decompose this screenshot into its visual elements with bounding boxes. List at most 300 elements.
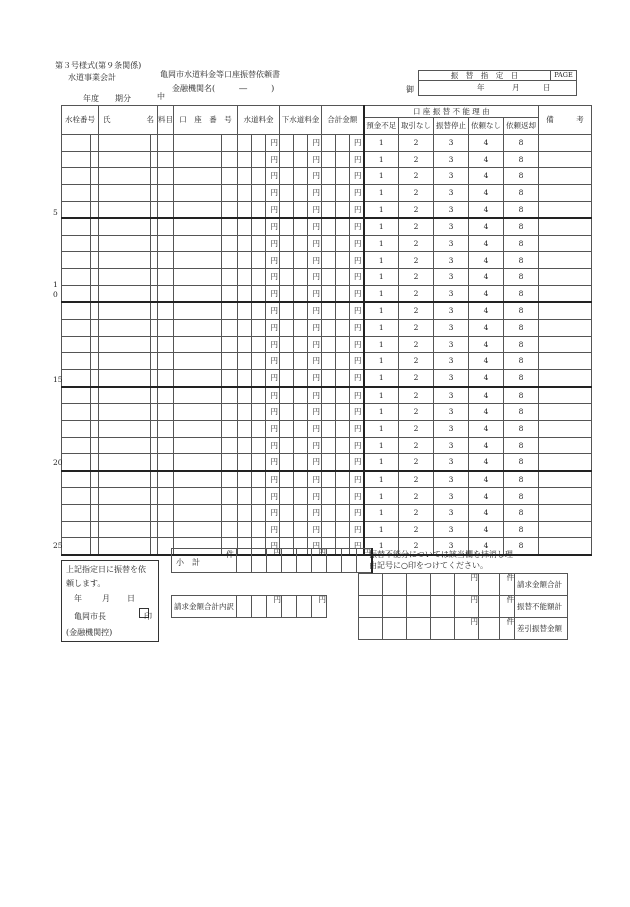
name-cell[interactable] <box>99 437 151 454</box>
reason-code-3[interactable]: 3 <box>434 135 469 152</box>
reason-code-2[interactable]: 2 <box>399 252 434 269</box>
account-check-cell[interactable] <box>222 302 238 319</box>
account-no-cell[interactable] <box>174 404 222 421</box>
reason-code-3[interactable]: 3 <box>434 151 469 168</box>
name-sub-cell[interactable] <box>151 201 158 218</box>
name-sub-cell[interactable] <box>151 320 158 337</box>
reason-code-3[interactable]: 3 <box>434 184 469 201</box>
reason-code-5[interactable]: 8 <box>504 404 539 421</box>
reason-code-2[interactable]: 2 <box>399 505 434 522</box>
summary-amount-cell[interactable] <box>407 596 431 618</box>
meter-no-cell[interactable] <box>62 285 91 302</box>
sewer-fee-cell[interactable] <box>294 252 308 269</box>
subject-cell[interactable] <box>158 488 174 505</box>
reason-code-4[interactable]: 4 <box>469 285 504 302</box>
subject-cell[interactable] <box>158 235 174 252</box>
sewer-fee-cell[interactable] <box>294 168 308 185</box>
account-no-cell[interactable] <box>174 168 222 185</box>
total-cell[interactable] <box>322 184 336 201</box>
total-cell[interactable] <box>336 353 350 370</box>
reason-code-5[interactable]: 8 <box>504 235 539 252</box>
water-fee-cell[interactable] <box>252 135 266 152</box>
reason-code-1[interactable]: 1 <box>364 235 399 252</box>
meter-no-check-cell[interactable] <box>91 420 99 437</box>
water-fee-cell[interactable] <box>252 184 266 201</box>
reason-code-1[interactable]: 1 <box>364 269 399 286</box>
name-cell[interactable] <box>99 471 151 488</box>
reason-code-3[interactable]: 3 <box>434 353 469 370</box>
meter-no-cell[interactable] <box>62 353 91 370</box>
subject-cell[interactable] <box>158 302 174 319</box>
name-sub-cell[interactable] <box>151 168 158 185</box>
summary-count-cell[interactable] <box>479 618 500 640</box>
meter-no-check-cell[interactable] <box>91 538 99 555</box>
total-cell[interactable] <box>336 269 350 286</box>
sewer-fee-cell[interactable] <box>280 404 294 421</box>
total-cell[interactable] <box>322 218 336 235</box>
sewer-fee-cell[interactable] <box>280 505 294 522</box>
water-fee-cell[interactable] <box>238 320 252 337</box>
total-cell[interactable] <box>336 151 350 168</box>
account-no-cell[interactable] <box>174 387 222 404</box>
total-cell[interactable] <box>336 454 350 471</box>
reason-code-2[interactable]: 2 <box>399 404 434 421</box>
reason-code-2[interactable]: 2 <box>399 353 434 370</box>
reason-code-3[interactable]: 3 <box>434 488 469 505</box>
sewer-fee-cell[interactable] <box>294 218 308 235</box>
meter-no-cell[interactable] <box>62 369 91 386</box>
subject-cell[interactable] <box>158 521 174 538</box>
reason-code-3[interactable]: 3 <box>434 336 469 353</box>
account-check-cell[interactable] <box>222 420 238 437</box>
reason-code-3[interactable]: 3 <box>434 201 469 218</box>
remarks-cell[interactable] <box>539 201 592 218</box>
name-sub-cell[interactable] <box>151 151 158 168</box>
reason-code-4[interactable]: 4 <box>469 168 504 185</box>
account-no-cell[interactable] <box>174 437 222 454</box>
total-cell[interactable] <box>336 404 350 421</box>
meter-no-check-cell[interactable] <box>91 320 99 337</box>
meter-no-cell[interactable] <box>62 151 91 168</box>
reason-code-3[interactable]: 3 <box>434 521 469 538</box>
water-fee-cell[interactable] <box>238 252 252 269</box>
meter-no-check-cell[interactable] <box>91 353 99 370</box>
reason-code-3[interactable]: 3 <box>434 252 469 269</box>
water-fee-cell[interactable] <box>238 387 252 404</box>
account-check-cell[interactable] <box>222 151 238 168</box>
account-check-cell[interactable] <box>222 471 238 488</box>
remarks-cell[interactable] <box>539 420 592 437</box>
name-sub-cell[interactable] <box>151 285 158 302</box>
water-fee-cell[interactable] <box>238 505 252 522</box>
total-cell[interactable] <box>336 521 350 538</box>
remarks-cell[interactable] <box>539 302 592 319</box>
summary-amount-cell[interactable] <box>383 596 407 618</box>
water-fee-cell[interactable] <box>238 336 252 353</box>
reason-code-4[interactable]: 4 <box>469 269 504 286</box>
reason-code-3[interactable]: 3 <box>434 302 469 319</box>
total-cell[interactable] <box>336 369 350 386</box>
summary-amount-cell[interactable] <box>431 574 455 596</box>
water-fee-cell[interactable] <box>238 269 252 286</box>
summary-amount-cell[interactable] <box>407 574 431 596</box>
remarks-cell[interactable] <box>539 168 592 185</box>
sewer-fee-cell[interactable] <box>280 285 294 302</box>
reason-code-2[interactable]: 2 <box>399 135 434 152</box>
account-no-cell[interactable] <box>174 336 222 353</box>
name-cell[interactable] <box>99 404 151 421</box>
reason-code-2[interactable]: 2 <box>399 184 434 201</box>
water-fee-cell[interactable] <box>238 135 252 152</box>
total-cell[interactable] <box>336 135 350 152</box>
account-check-cell[interactable] <box>222 269 238 286</box>
total-cell[interactable] <box>322 235 336 252</box>
reason-code-2[interactable]: 2 <box>399 437 434 454</box>
total-cell[interactable] <box>336 420 350 437</box>
water-fee-cell[interactable] <box>238 184 252 201</box>
reason-code-4[interactable]: 4 <box>469 336 504 353</box>
name-sub-cell[interactable] <box>151 521 158 538</box>
account-check-cell[interactable] <box>222 336 238 353</box>
subject-cell[interactable] <box>158 252 174 269</box>
sewer-fee-cell[interactable] <box>280 471 294 488</box>
total-cell[interactable] <box>336 302 350 319</box>
sewer-fee-cell[interactable] <box>280 387 294 404</box>
reason-code-3[interactable]: 3 <box>434 369 469 386</box>
name-cell[interactable] <box>99 235 151 252</box>
account-check-cell[interactable] <box>222 488 238 505</box>
subject-cell[interactable] <box>158 387 174 404</box>
reason-code-1[interactable]: 1 <box>364 285 399 302</box>
sewer-fee-cell[interactable] <box>294 505 308 522</box>
water-fee-cell[interactable] <box>252 437 266 454</box>
subject-cell[interactable] <box>158 437 174 454</box>
account-check-cell[interactable] <box>222 252 238 269</box>
remarks-cell[interactable] <box>539 151 592 168</box>
subject-cell[interactable] <box>158 269 174 286</box>
reason-code-3[interactable]: 3 <box>434 454 469 471</box>
meter-no-cell[interactable] <box>62 387 91 404</box>
remarks-cell[interactable] <box>539 505 592 522</box>
name-sub-cell[interactable] <box>151 252 158 269</box>
remarks-cell[interactable] <box>539 454 592 471</box>
reason-code-1[interactable]: 1 <box>364 135 399 152</box>
reason-code-2[interactable]: 2 <box>399 285 434 302</box>
total-cell[interactable] <box>336 168 350 185</box>
name-cell[interactable] <box>99 285 151 302</box>
meter-no-cell[interactable] <box>62 454 91 471</box>
reason-code-5[interactable]: 8 <box>504 218 539 235</box>
sewer-fee-cell[interactable] <box>294 488 308 505</box>
reason-code-1[interactable]: 1 <box>364 437 399 454</box>
reason-code-3[interactable]: 3 <box>434 437 469 454</box>
name-cell[interactable] <box>99 184 151 201</box>
water-fee-cell[interactable] <box>252 505 266 522</box>
reason-code-3[interactable]: 3 <box>434 285 469 302</box>
reason-code-2[interactable]: 2 <box>399 369 434 386</box>
meter-no-cell[interactable] <box>62 320 91 337</box>
subject-cell[interactable] <box>158 471 174 488</box>
reason-code-4[interactable]: 4 <box>469 420 504 437</box>
reason-code-4[interactable]: 4 <box>469 505 504 522</box>
name-cell[interactable] <box>99 488 151 505</box>
name-sub-cell[interactable] <box>151 353 158 370</box>
remarks-cell[interactable] <box>539 235 592 252</box>
meter-no-check-cell[interactable] <box>91 437 99 454</box>
water-fee-cell[interactable] <box>252 521 266 538</box>
reason-code-3[interactable]: 3 <box>434 471 469 488</box>
total-cell[interactable] <box>322 488 336 505</box>
meter-no-cell[interactable] <box>62 538 91 555</box>
remarks-cell[interactable] <box>539 387 592 404</box>
water-fee-cell[interactable] <box>252 235 266 252</box>
name-cell[interactable] <box>99 420 151 437</box>
remarks-cell[interactable] <box>539 353 592 370</box>
reason-code-4[interactable]: 4 <box>469 404 504 421</box>
account-no-cell[interactable] <box>174 454 222 471</box>
subject-cell[interactable] <box>158 320 174 337</box>
reason-code-2[interactable]: 2 <box>399 151 434 168</box>
account-no-cell[interactable] <box>174 505 222 522</box>
meter-no-check-cell[interactable] <box>91 184 99 201</box>
account-no-cell[interactable] <box>174 285 222 302</box>
total-cell[interactable] <box>322 387 336 404</box>
water-fee-cell[interactable] <box>252 320 266 337</box>
total-cell[interactable] <box>322 505 336 522</box>
remarks-cell[interactable] <box>539 521 592 538</box>
total-cell[interactable] <box>322 369 336 386</box>
reason-code-2[interactable]: 2 <box>399 218 434 235</box>
water-fee-cell[interactable] <box>252 302 266 319</box>
reason-code-1[interactable]: 1 <box>364 320 399 337</box>
total-cell[interactable] <box>336 285 350 302</box>
water-fee-cell[interactable] <box>238 302 252 319</box>
reason-code-1[interactable]: 1 <box>364 505 399 522</box>
meter-no-check-cell[interactable] <box>91 168 99 185</box>
meter-no-cell[interactable] <box>62 201 91 218</box>
reason-code-2[interactable]: 2 <box>399 488 434 505</box>
reason-code-5[interactable]: 8 <box>504 420 539 437</box>
sewer-fee-cell[interactable] <box>294 437 308 454</box>
meter-no-cell[interactable] <box>62 218 91 235</box>
reason-code-4[interactable]: 4 <box>469 135 504 152</box>
water-fee-cell[interactable] <box>238 454 252 471</box>
account-no-cell[interactable] <box>174 252 222 269</box>
meter-no-check-cell[interactable] <box>91 454 99 471</box>
name-sub-cell[interactable] <box>151 505 158 522</box>
account-no-cell[interactable] <box>174 184 222 201</box>
sewer-fee-cell[interactable] <box>280 269 294 286</box>
reason-code-3[interactable]: 3 <box>434 168 469 185</box>
sewer-fee-cell[interactable] <box>294 454 308 471</box>
meter-no-check-cell[interactable] <box>91 252 99 269</box>
reason-code-1[interactable]: 1 <box>364 538 399 555</box>
account-no-cell[interactable] <box>174 521 222 538</box>
reason-code-1[interactable]: 1 <box>364 420 399 437</box>
sewer-fee-cell[interactable] <box>280 420 294 437</box>
remarks-cell[interactable] <box>539 320 592 337</box>
reason-code-5[interactable]: 8 <box>504 302 539 319</box>
meter-no-cell[interactable] <box>62 302 91 319</box>
name-sub-cell[interactable] <box>151 437 158 454</box>
name-sub-cell[interactable] <box>151 184 158 201</box>
reason-code-1[interactable]: 1 <box>364 151 399 168</box>
meter-no-cell[interactable] <box>62 168 91 185</box>
account-no-cell[interactable] <box>174 269 222 286</box>
reason-code-4[interactable]: 4 <box>469 387 504 404</box>
sewer-fee-cell[interactable] <box>280 302 294 319</box>
account-check-cell[interactable] <box>222 168 238 185</box>
reason-code-4[interactable]: 4 <box>469 151 504 168</box>
summary-count-cell[interactable] <box>479 596 500 618</box>
meter-no-cell[interactable] <box>62 336 91 353</box>
account-check-cell[interactable] <box>222 135 238 152</box>
summary-count-cell[interactable] <box>479 574 500 596</box>
reason-code-5[interactable]: 8 <box>504 505 539 522</box>
water-fee-cell[interactable] <box>238 353 252 370</box>
meter-no-check-cell[interactable] <box>91 285 99 302</box>
total-cell[interactable] <box>336 387 350 404</box>
reason-code-5[interactable]: 8 <box>504 201 539 218</box>
account-check-cell[interactable] <box>222 201 238 218</box>
total-cell[interactable] <box>322 471 336 488</box>
meter-no-cell[interactable] <box>62 420 91 437</box>
account-no-cell[interactable] <box>174 302 222 319</box>
name-sub-cell[interactable] <box>151 420 158 437</box>
water-fee-cell[interactable] <box>252 420 266 437</box>
summary-amount-cell[interactable] <box>359 618 383 640</box>
account-check-cell[interactable] <box>222 184 238 201</box>
name-sub-cell[interactable] <box>151 336 158 353</box>
reason-code-1[interactable]: 1 <box>364 302 399 319</box>
reason-code-1[interactable]: 1 <box>364 387 399 404</box>
meter-no-cell[interactable] <box>62 488 91 505</box>
name-cell[interactable] <box>99 336 151 353</box>
account-no-cell[interactable] <box>174 488 222 505</box>
sewer-fee-cell[interactable] <box>294 521 308 538</box>
total-cell[interactable] <box>322 168 336 185</box>
water-fee-cell[interactable] <box>238 218 252 235</box>
total-cell[interactable] <box>336 437 350 454</box>
reason-code-4[interactable]: 4 <box>469 201 504 218</box>
reason-code-5[interactable]: 8 <box>504 521 539 538</box>
account-no-cell[interactable] <box>174 471 222 488</box>
total-cell[interactable] <box>322 420 336 437</box>
sewer-fee-cell[interactable] <box>294 404 308 421</box>
meter-no-check-cell[interactable] <box>91 201 99 218</box>
reason-code-5[interactable]: 8 <box>504 471 539 488</box>
water-fee-cell[interactable] <box>252 201 266 218</box>
account-check-cell[interactable] <box>222 387 238 404</box>
reason-code-3[interactable]: 3 <box>434 420 469 437</box>
water-fee-cell[interactable] <box>252 387 266 404</box>
reason-code-1[interactable]: 1 <box>364 471 399 488</box>
meter-no-check-cell[interactable] <box>91 488 99 505</box>
meter-no-cell[interactable] <box>62 437 91 454</box>
meter-no-cell[interactable] <box>62 184 91 201</box>
remarks-cell[interactable] <box>539 404 592 421</box>
sewer-fee-cell[interactable] <box>294 302 308 319</box>
remarks-cell[interactable] <box>539 369 592 386</box>
summary-amount-cell[interactable] <box>431 618 455 640</box>
total-cell[interactable] <box>336 488 350 505</box>
reason-code-1[interactable]: 1 <box>364 184 399 201</box>
water-fee-cell[interactable] <box>238 437 252 454</box>
sewer-fee-cell[interactable] <box>294 269 308 286</box>
remarks-cell[interactable] <box>539 437 592 454</box>
water-fee-cell[interactable] <box>252 454 266 471</box>
meter-no-check-cell[interactable] <box>91 218 99 235</box>
meter-no-check-cell[interactable] <box>91 336 99 353</box>
reason-code-2[interactable]: 2 <box>399 336 434 353</box>
reason-code-5[interactable]: 8 <box>504 538 539 555</box>
sewer-fee-cell[interactable] <box>280 135 294 152</box>
name-sub-cell[interactable] <box>151 404 158 421</box>
water-fee-cell[interactable] <box>238 420 252 437</box>
meter-no-cell[interactable] <box>62 404 91 421</box>
name-sub-cell[interactable] <box>151 538 158 555</box>
water-fee-cell[interactable] <box>238 285 252 302</box>
total-cell[interactable] <box>322 437 336 454</box>
reason-code-5[interactable]: 8 <box>504 320 539 337</box>
reason-code-2[interactable]: 2 <box>399 168 434 185</box>
name-cell[interactable] <box>99 521 151 538</box>
water-fee-cell[interactable] <box>252 285 266 302</box>
summary-amount-cell[interactable] <box>383 618 407 640</box>
reason-code-3[interactable]: 3 <box>434 235 469 252</box>
account-check-cell[interactable] <box>222 505 238 522</box>
water-fee-cell[interactable] <box>252 471 266 488</box>
account-no-cell[interactable] <box>174 369 222 386</box>
total-cell[interactable] <box>322 135 336 152</box>
total-cell[interactable] <box>336 252 350 269</box>
reason-code-2[interactable]: 2 <box>399 235 434 252</box>
total-cell[interactable] <box>322 336 336 353</box>
account-check-cell[interactable] <box>222 404 238 421</box>
name-cell[interactable] <box>99 369 151 386</box>
sewer-fee-cell[interactable] <box>280 252 294 269</box>
reason-code-5[interactable]: 8 <box>504 151 539 168</box>
sewer-fee-cell[interactable] <box>280 488 294 505</box>
reason-code-4[interactable]: 4 <box>469 471 504 488</box>
sewer-fee-cell[interactable] <box>280 437 294 454</box>
reason-code-5[interactable]: 8 <box>504 252 539 269</box>
sewer-fee-cell[interactable] <box>294 151 308 168</box>
summary-amount-cell[interactable] <box>407 618 431 640</box>
reason-code-5[interactable]: 8 <box>504 184 539 201</box>
name-sub-cell[interactable] <box>151 135 158 152</box>
sewer-fee-cell[interactable] <box>280 369 294 386</box>
sewer-fee-cell[interactable] <box>280 353 294 370</box>
water-fee-cell[interactable] <box>238 235 252 252</box>
sewer-fee-cell[interactable] <box>280 218 294 235</box>
subject-cell[interactable] <box>158 420 174 437</box>
account-check-cell[interactable] <box>222 285 238 302</box>
water-fee-cell[interactable] <box>238 201 252 218</box>
name-sub-cell[interactable] <box>151 454 158 471</box>
reason-code-5[interactable]: 8 <box>504 285 539 302</box>
reason-code-2[interactable]: 2 <box>399 302 434 319</box>
reason-code-4[interactable]: 4 <box>469 184 504 201</box>
account-check-cell[interactable] <box>222 454 238 471</box>
meter-no-cell[interactable] <box>62 252 91 269</box>
meter-no-check-cell[interactable] <box>91 151 99 168</box>
water-fee-cell[interactable] <box>252 168 266 185</box>
reason-code-3[interactable]: 3 <box>434 404 469 421</box>
account-no-cell[interactable] <box>174 420 222 437</box>
subject-cell[interactable] <box>158 168 174 185</box>
total-cell[interactable] <box>336 218 350 235</box>
